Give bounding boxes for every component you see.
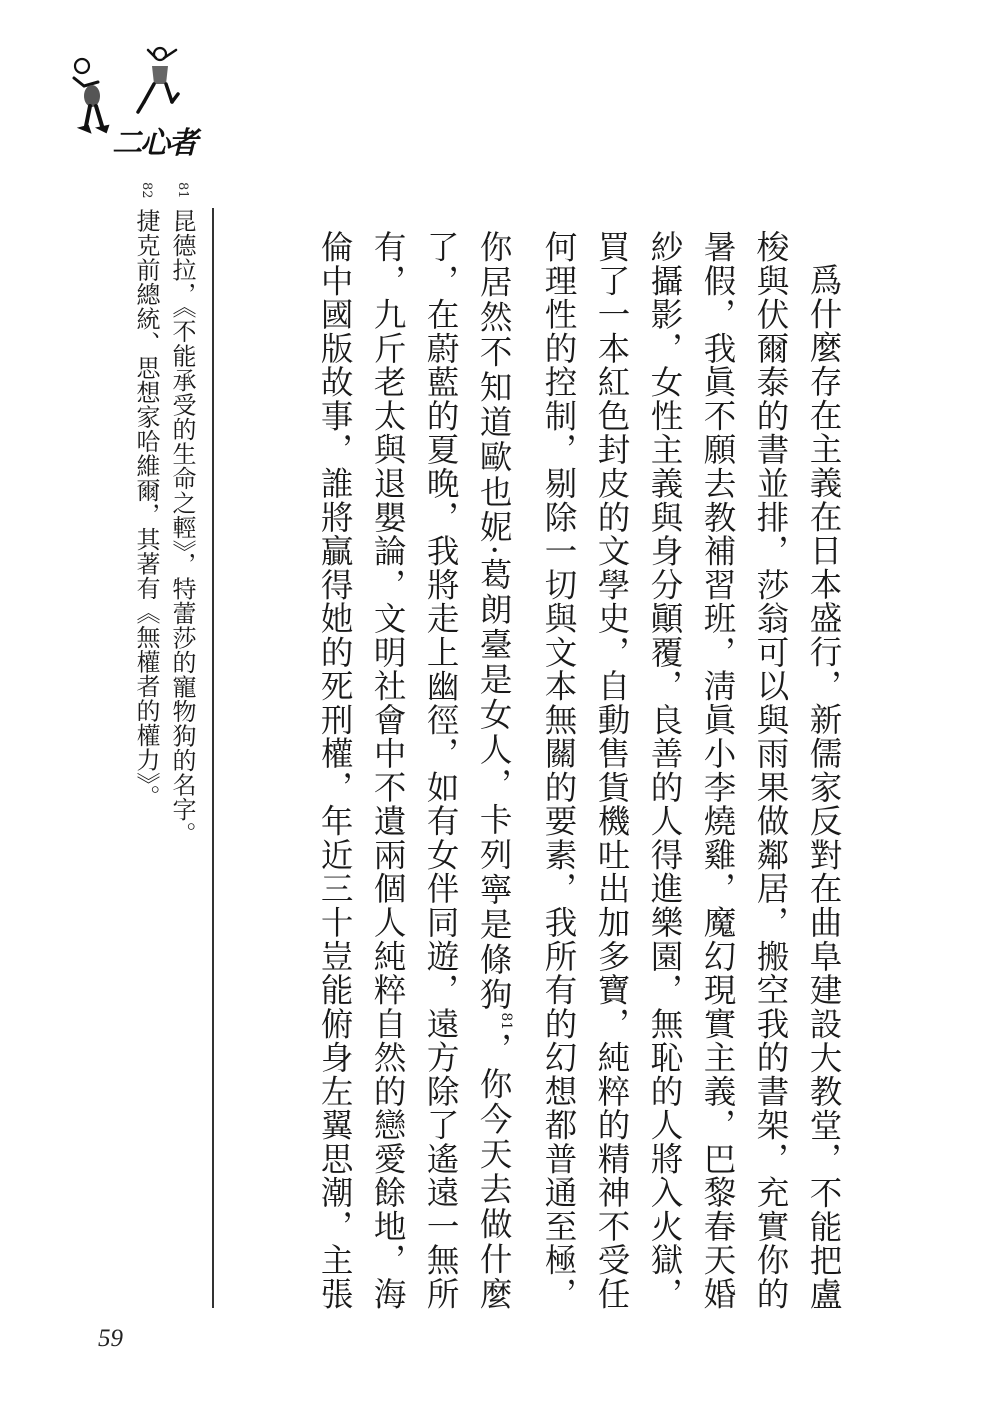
main-paragraph xyxy=(290,230,850,1310)
logo-wordmark: 二心者 xyxy=(112,126,196,161)
footnote-text: 捷克前總統、思想家哈維爾，其著有《無權者的權力》。 xyxy=(132,208,160,810)
footnote-ref-81: 81 xyxy=(498,1012,514,1031)
footnote xyxy=(164,182,200,1082)
text-segment: ，你今天去做什麼了，在蔚藍的夏晚，我將走上幽徑，如有女伴同遊，遠方除了遙遠一無所有，九斤老太與退嬰論，文明社會中不遺兩個人純粹自然的戀愛餘地，海倫中國版故事，誰將贏得她的死刑權，年近三十豈能俯身左翼思潮，主張 xyxy=(316,230,514,1310)
text-segment: 爲什麼存在主義在日本盛行，新儒家反對在曲阜建設大教堂，不能把盧梭與伏爾泰的書並排，莎翁可以與雨果做鄰居，搬空我的書架，充實你的暑假，我眞不願去教補習班，淸眞小李燒雞，魔幻現實主義，巴黎春天婚紗攝影，女性主義與身分顚覆，良善的人得進樂園，無恥的人將入火獄，買了一本紅色封皮的文學史，自動售貨機吐出加多寶，純粹的精神不受任何理性的控制，剔除一切與文本無關的要素，我所有的幻想都普通至極，你居然不知道歐也妮·葛朗臺是女人，卡列寧是條狗 xyxy=(475,230,843,1310)
body-text xyxy=(290,230,850,1310)
footnote xyxy=(128,182,164,1082)
footnote-number: 81 xyxy=(175,182,190,199)
footnote-text: 昆德拉，《不能承受的生命之輕》，特蕾莎的寵物狗的名字。 xyxy=(168,208,196,847)
footnotes xyxy=(130,182,200,1082)
page-number: 59 xyxy=(98,1325,123,1352)
footnote-divider xyxy=(212,208,214,1308)
footnote-number: 82 xyxy=(139,182,154,199)
